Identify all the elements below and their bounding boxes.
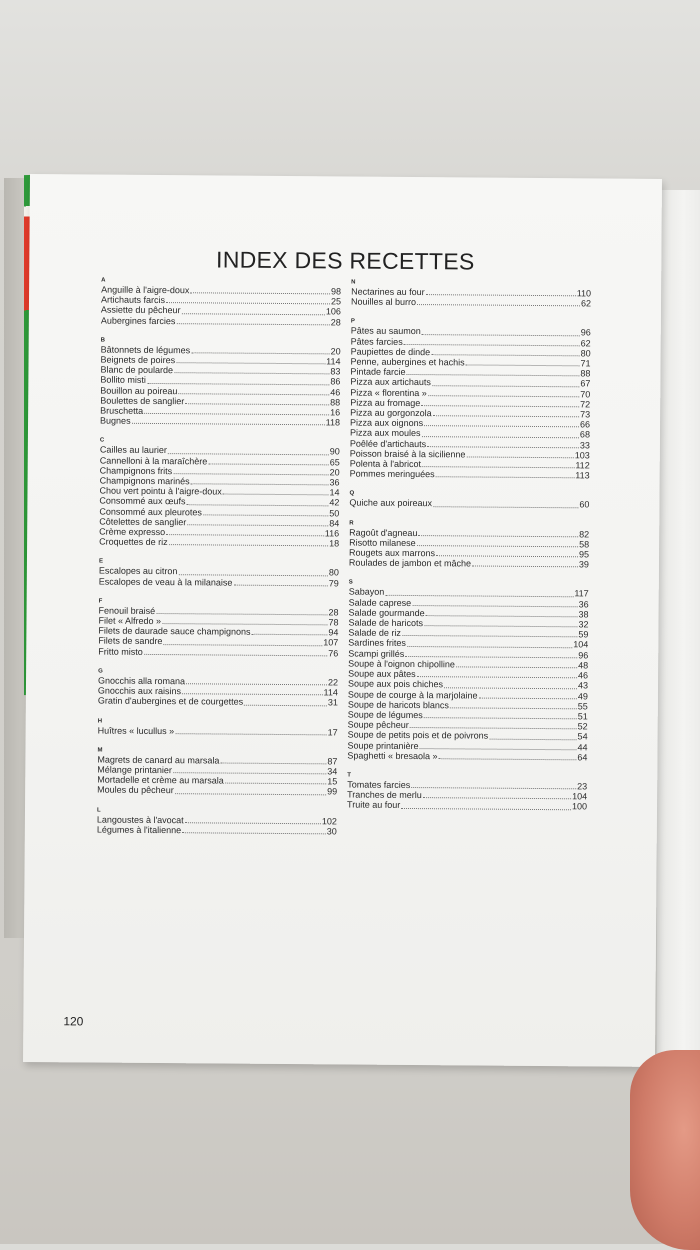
recipe-page: 25 [330, 296, 342, 307]
page-title: INDEX DES RECETTES [215, 246, 475, 275]
leader-dots [166, 302, 330, 304]
recipe-name: Blanc de poularde [100, 364, 174, 376]
index-entry [100, 416, 340, 428]
recipe-name: Moules du pêcheur [97, 784, 174, 796]
recipe-page: 72 [580, 399, 591, 410]
recipe-name: Rougets aux marrons [348, 547, 436, 559]
leader-dots [404, 344, 580, 346]
index-section [347, 771, 587, 811]
leader-dots [182, 832, 326, 834]
recipe-name: Pizza aux moules [349, 427, 421, 439]
leader-dots [181, 313, 324, 315]
recipe-page: 80 [328, 567, 339, 578]
recipe-page: 23 [577, 781, 588, 792]
recipe-name: Filets de sandre [98, 636, 163, 647]
recipe-page: 46 [330, 386, 341, 398]
leader-dots [178, 393, 329, 395]
leader-dots [132, 423, 325, 426]
leader-dots [233, 584, 327, 586]
recipe-page: 15 [327, 776, 338, 787]
recipe-name: Salade de riz [348, 627, 401, 639]
recipe-name: Pizza au gorgonzola [350, 407, 432, 419]
leader-dots [185, 822, 321, 824]
index-section [99, 558, 339, 588]
recipe-page: 100 [571, 801, 588, 812]
recipe-page: 99 [327, 786, 338, 797]
recipe-page: 32 [578, 619, 589, 630]
leader-dots [433, 415, 579, 417]
index-section [100, 336, 341, 428]
recipe-page: 55 [577, 701, 588, 712]
leader-dots [175, 733, 326, 735]
recipe-name: Penne, aubergines et hachis [350, 356, 465, 368]
index-section [97, 746, 337, 797]
section-letter: P [350, 318, 355, 325]
recipe-name: Salade gourmande [348, 607, 425, 618]
recipe-page: 95 [578, 549, 590, 560]
leader-dots [175, 793, 326, 795]
recipe-name: Filets de daurade sauce champignons [98, 625, 251, 638]
leader-dots [144, 413, 329, 415]
recipe-name: Langoustes à l'avocat [96, 814, 184, 825]
recipe-page: 102 [321, 815, 337, 826]
leader-dots [166, 534, 324, 536]
recipe-name: Champignons frits [99, 465, 173, 476]
index-entry [98, 725, 338, 737]
recipe-page: 59 [578, 629, 589, 640]
recipe-name: Huîtres « lucullus » [97, 725, 175, 736]
recipe-name: Croquettes de riz [99, 536, 168, 548]
leader-dots [436, 555, 578, 557]
leader-dots [174, 373, 329, 375]
table-surface [0, 0, 700, 190]
leader-dots [385, 594, 573, 596]
recipe-name: Côtelettes de sanglier [99, 516, 187, 528]
leader-dots [433, 506, 578, 508]
recipe-page: 88 [580, 368, 591, 379]
recipe-name: Truite au four [347, 799, 401, 811]
leader-dots [168, 453, 329, 455]
recipe-page: 20 [329, 467, 340, 478]
leader-dots [178, 574, 327, 576]
recipe-name: Gnocchis aux raisins [97, 685, 182, 697]
recipe-name: Escalopes de veau à la milanaise [98, 576, 233, 588]
recipe-page: 76 [328, 648, 339, 659]
leader-dots [187, 524, 328, 526]
recipe-name: Bâtonnets de légumes [100, 344, 191, 356]
leader-dots [422, 466, 574, 468]
recipe-name: Sardines frites [348, 637, 406, 649]
recipe-page: 65 [329, 457, 340, 468]
recipe-name: Salade caprese [348, 597, 412, 608]
recipe-name: Sabayon [348, 586, 385, 598]
recipe-page: 31 [327, 697, 338, 708]
recipe-name: Bruschetta [100, 405, 144, 416]
index-entry [98, 646, 338, 658]
recipe-name: Anguille à l'aigre-doux [101, 284, 190, 296]
leader-dots [417, 304, 580, 306]
recipe-page: 118 [325, 417, 341, 428]
recipe-name: Bugnes [100, 415, 131, 427]
recipe-page: 62 [580, 337, 591, 349]
recipe-name: Assiette du pêcheur [100, 304, 181, 316]
recipe-page: 94 [328, 627, 339, 638]
index-entry [349, 558, 589, 570]
leader-dots [402, 635, 577, 637]
recipe-page: 39 [578, 559, 589, 570]
recipe-page: 64 [577, 752, 588, 763]
leader-dots [466, 456, 573, 458]
index-entry [350, 469, 590, 481]
recipe-page: 38 [578, 609, 589, 620]
recipe-page: 46 [578, 670, 589, 681]
index-entry [351, 297, 591, 309]
recipe-name: Consommé aux œufs [99, 496, 186, 507]
leader-dots [220, 762, 326, 764]
index-section [98, 717, 338, 737]
leader-dots [418, 535, 578, 537]
recipe-name: Mélange printanier [97, 764, 172, 776]
leader-dots [421, 436, 578, 438]
recipe-page: 54 [577, 731, 588, 742]
facing-page-edge [656, 190, 700, 1060]
recipe-page: 107 [323, 637, 339, 648]
index-section [351, 279, 591, 309]
recipe-page: 49 [577, 690, 588, 701]
recipe-name: Spaghetti « bresaola » [347, 750, 438, 761]
recipe-page: 22 [327, 677, 339, 688]
recipe-page: 30 [326, 826, 337, 837]
leader-dots [186, 504, 328, 506]
recipe-page: 90 [329, 446, 340, 457]
section-letter: A [101, 277, 106, 284]
leader-dots [432, 385, 579, 387]
index-column-right [347, 277, 591, 823]
recipe-name: Aubergines farcies [100, 315, 176, 326]
recipe-page: 68 [579, 429, 591, 440]
recipe-page: 84 [329, 518, 340, 529]
leader-dots [423, 797, 571, 799]
recipe-page: 86 [330, 376, 341, 387]
section-letter: F [98, 598, 103, 605]
index-entry [97, 785, 337, 797]
recipe-page: 110 [576, 288, 592, 299]
leader-dots [417, 676, 577, 678]
index-section [350, 318, 591, 481]
recipe-page: 16 [330, 407, 341, 418]
recipe-name: Soupe de légumes [347, 709, 423, 721]
recipe-page: 36 [578, 598, 589, 610]
leader-dots [427, 446, 579, 448]
section-letter: H [97, 718, 103, 725]
section-letter: M [97, 747, 103, 754]
recipe-page: 103 [574, 450, 590, 461]
recipe-page: 79 [328, 578, 339, 589]
recipe-name: Soupe printanière [347, 740, 419, 751]
recipe-name: Cannelloni à la maraîchère [99, 455, 208, 467]
section-letter: T [347, 772, 351, 779]
recipe-name: Ragoût d'agneau [349, 527, 418, 538]
recipe-page: 82 [579, 528, 590, 540]
leader-dots [176, 323, 329, 325]
recipe-name: Pintade farcie [350, 366, 406, 378]
leader-dots [225, 783, 326, 785]
recipe-name: Cailles au laurier [99, 444, 167, 456]
leader-dots [428, 395, 579, 397]
recipe-name: Soupe de courge à la marjolaine [347, 689, 478, 701]
leader-dots [489, 738, 576, 740]
recipe-name: Gnocchis alla romana [97, 675, 186, 687]
recipe-name: Tomates farcies [347, 779, 411, 790]
recipe-page: 67 [580, 378, 591, 389]
recipe-name: Beignets de poires [100, 354, 176, 366]
index-column-left [97, 275, 341, 848]
leader-dots [424, 625, 577, 627]
leader-dots [420, 748, 577, 750]
recipe-name: Pizza au fromage [350, 397, 421, 408]
recipe-page: 87 [327, 756, 338, 767]
recipe-name: Nouilles al burro [350, 296, 417, 308]
index-entry [347, 750, 587, 762]
recipe-name: Soupe aux pâtes [348, 668, 416, 680]
leader-dots [203, 514, 328, 516]
recipe-name: Escalopes au citron [98, 566, 178, 577]
section-letter: N [351, 279, 356, 286]
recipe-name: Pâtes farcies [350, 336, 403, 347]
section-letter: C [99, 437, 105, 445]
recipe-page: 17 [327, 726, 338, 737]
leader-dots [417, 545, 578, 547]
recipe-name: Chou vert pointu à l'aigre-doux [99, 485, 222, 497]
leader-dots [406, 374, 579, 376]
recipe-page: 20 [330, 346, 341, 357]
recipe-page: 14 [329, 487, 340, 498]
leader-dots [426, 615, 578, 617]
recipe-page: 83 [330, 366, 341, 377]
leader-dots [244, 704, 327, 706]
recipe-name: Mortadelle et crème au marsala [97, 774, 224, 786]
recipe-name: Salade de haricots [348, 617, 424, 629]
recipe-page: 58 [579, 539, 590, 550]
leader-dots [421, 405, 579, 407]
recipe-page: 114 [323, 687, 338, 698]
recipe-page: 80 [580, 348, 591, 359]
recipe-name: Boulettes de sanglier [100, 395, 185, 407]
recipe-page: 51 [577, 711, 588, 722]
recipe-name: Polenta à l'abricot [349, 458, 422, 470]
recipe-page: 50 [329, 508, 340, 519]
leader-dots [191, 352, 329, 354]
leader-dots [407, 646, 572, 648]
recipe-page: 48 [578, 660, 589, 671]
leader-dots [424, 426, 579, 428]
leader-dots [436, 477, 575, 479]
recipe-name: Pizza aux oignons [350, 417, 424, 429]
leader-dots [410, 727, 577, 729]
leader-dots [412, 605, 577, 607]
leader-dots [466, 365, 580, 367]
recipe-page: 36 [329, 477, 340, 488]
leader-dots [208, 463, 328, 465]
page-number: 120 [63, 1014, 84, 1029]
recipe-name: Bouillon au poireau [100, 385, 178, 396]
recipe-page: 18 [329, 538, 340, 549]
index-page [23, 174, 662, 1067]
index-entry [98, 696, 338, 708]
leader-dots [156, 613, 327, 615]
index-section [101, 277, 341, 328]
recipe-page: 96 [580, 327, 591, 338]
recipe-name: Magrets de canard au marsala [97, 754, 220, 766]
leader-dots [411, 787, 576, 789]
recipe-page: 28 [328, 607, 339, 618]
recipe-page: 112 [575, 460, 590, 471]
recipe-page: 71 [580, 358, 591, 369]
recipe-page: 113 [575, 470, 590, 481]
recipe-name: Risotto milanese [349, 537, 416, 548]
leader-dots [173, 772, 326, 774]
leader-dots [176, 362, 325, 364]
leader-dots [438, 758, 576, 760]
recipe-page: 106 [325, 306, 341, 317]
recipe-name: Filet « Alfredo » [98, 615, 162, 627]
leader-dots [191, 484, 329, 486]
leader-dots [444, 687, 577, 689]
recipe-name: Champignons marinés [99, 475, 190, 487]
recipe-page: 78 [328, 617, 339, 628]
recipe-page: 44 [577, 741, 588, 752]
index-entry [97, 824, 337, 836]
recipe-name: Scampi grillés [348, 648, 405, 659]
leader-dots [426, 294, 576, 296]
recipe-page: 62 [580, 298, 592, 309]
leader-dots [405, 656, 577, 658]
recipe-page: 52 [577, 721, 588, 732]
recipe-name: Soupe de petits pois et de poivrons [347, 729, 489, 741]
leader-dots [478, 697, 576, 699]
section-letter: G [98, 668, 103, 675]
index-entry [347, 800, 587, 812]
recipe-page: 104 [573, 639, 589, 650]
recipe-name: Nectarines au four [351, 286, 425, 298]
leader-dots [401, 807, 571, 809]
leader-dots [147, 383, 329, 385]
recipe-name: Consommé aux pleurotes [99, 506, 202, 518]
leader-dots [456, 666, 577, 668]
recipe-page: 42 [329, 497, 340, 508]
recipe-name: Pizza aux artichauts [350, 376, 431, 388]
leader-dots [472, 566, 578, 568]
recipe-name: Artichauts farcis [100, 294, 166, 306]
recipe-name: Gratin d'aubergines et de courgettes [97, 695, 244, 707]
recipe-page: 104 [572, 791, 588, 802]
recipe-page: 70 [580, 388, 591, 400]
leader-dots [173, 473, 328, 475]
leader-dots [422, 334, 580, 336]
leader-dots [190, 292, 330, 294]
recipe-name: Bollito misti [100, 374, 146, 386]
leader-dots [431, 354, 579, 356]
recipe-name: Fenouil braisé [98, 605, 156, 616]
index-entry [99, 537, 339, 549]
recipe-page: 60 [579, 499, 590, 510]
recipe-page: 88 [330, 397, 341, 408]
section-letter: E [98, 559, 103, 566]
index-entry [349, 498, 589, 510]
index-entry [99, 576, 339, 588]
index-section [98, 597, 338, 658]
recipe-page: 28 [330, 316, 341, 328]
recipe-name: Poêlée d'artichauts [349, 438, 427, 449]
index-section [97, 806, 337, 836]
recipe-name: Soupe aux pois chiches [347, 678, 444, 690]
finger [630, 1050, 700, 1250]
recipe-name: Pommes meringuées [349, 468, 435, 480]
recipe-name: Paupiettes de dinde [350, 346, 431, 357]
leader-dots [424, 717, 577, 719]
recipe-page: 98 [331, 286, 342, 297]
section-letter: S [348, 579, 353, 587]
recipe-page: 114 [326, 356, 341, 367]
leader-dots [144, 654, 327, 656]
index-section [349, 490, 589, 510]
recipe-page: 116 [324, 528, 340, 539]
leader-dots [185, 403, 329, 405]
recipe-name: Légumes à l'italienne [96, 824, 182, 835]
recipe-name: Pizza « florentina » [350, 387, 427, 398]
recipe-name: Tranches de merlu [347, 789, 422, 801]
recipe-name: Quiche aux poireaux [349, 497, 433, 509]
index-entry [101, 315, 341, 327]
leader-dots [182, 694, 323, 696]
section-letter: R [349, 520, 354, 527]
leader-dots [251, 634, 327, 636]
index-section [98, 667, 338, 707]
recipe-name: Soupe de haricots blancs [347, 699, 449, 711]
recipe-name: Fritto misto [98, 646, 143, 657]
section-letter: Q [349, 490, 355, 498]
leader-dots [163, 644, 322, 646]
recipe-page: 117 [574, 588, 589, 599]
section-letter: L [96, 807, 101, 814]
leader-dots [223, 494, 329, 496]
recipe-page: 34 [327, 766, 338, 777]
leader-dots [162, 623, 327, 625]
section-letter: B [100, 337, 106, 344]
recipe-name: Crème expresso [99, 526, 166, 538]
index-section [347, 579, 588, 762]
index-section [349, 519, 589, 570]
recipe-page: 73 [580, 409, 591, 420]
index-section [99, 437, 340, 549]
leader-dots [169, 545, 328, 547]
recipe-name: Pâtes au saumon [350, 325, 421, 337]
recipe-page: 43 [577, 680, 589, 691]
leader-dots [186, 683, 327, 685]
recipe-page: 33 [579, 439, 590, 451]
recipe-page: 96 [578, 650, 589, 661]
recipe-name: Roulades de jambon et mâche [348, 557, 472, 569]
recipe-name: Soupe pêcheur [347, 719, 409, 731]
recipe-name: Poisson braisé à la sicilienne [349, 448, 466, 460]
recipe-name: Soupe à l'oignon chipolline [348, 658, 456, 670]
leader-dots [450, 707, 577, 709]
recipe-page: 66 [579, 419, 591, 430]
